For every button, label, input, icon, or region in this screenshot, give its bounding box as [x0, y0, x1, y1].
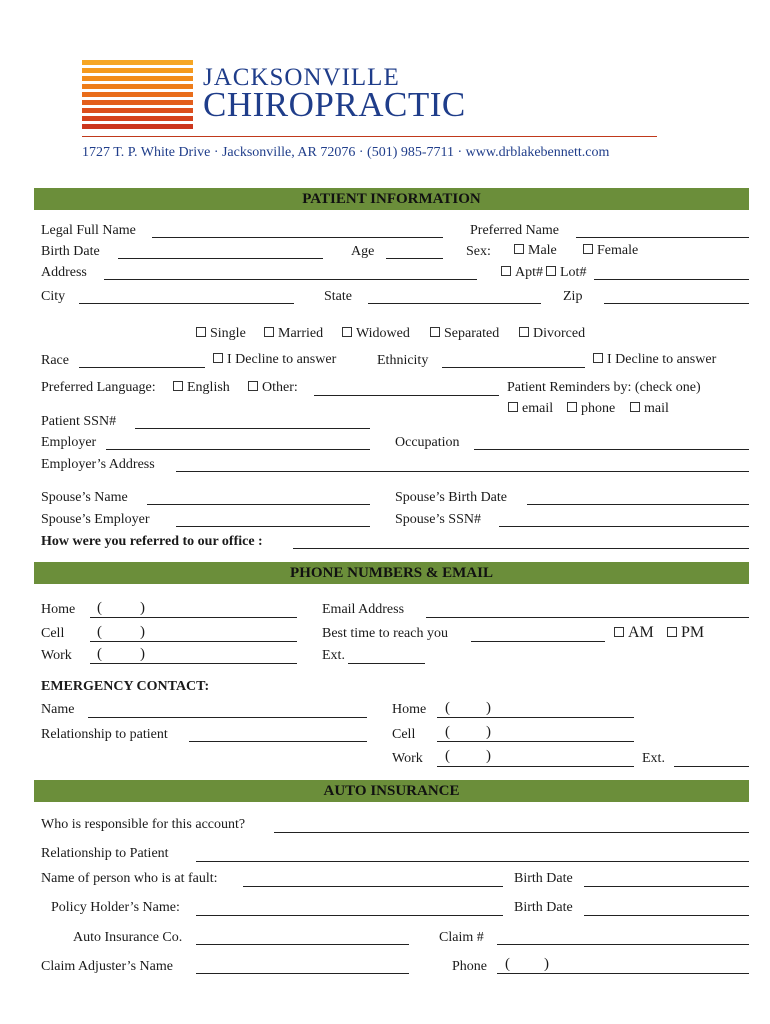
adjuster-label: Claim Adjuster’s Name: [41, 959, 173, 974]
separated-checkbox[interactable]: [430, 327, 440, 337]
reminder-mail-label: mail: [644, 401, 669, 416]
other-language-checkbox[interactable]: [248, 381, 258, 391]
work-phone-label: Work: [41, 648, 72, 663]
home-phone-field[interactable]: [90, 617, 297, 618]
at-fault-birth-label: Birth Date: [514, 871, 573, 886]
other-language-option[interactable]: [248, 380, 298, 396]
widowed-checkbox[interactable]: [342, 327, 352, 337]
at-fault-birth-field[interactable]: [584, 886, 749, 887]
employer-address-label: Employer’s Address: [41, 457, 155, 472]
occupation-field[interactable]: [474, 449, 749, 450]
policy-birth-label: Birth Date: [514, 900, 573, 915]
sex-label: Sex:: [466, 244, 491, 259]
preferred-name-label: Preferred Name: [470, 223, 560, 238]
married-label: Married: [278, 326, 324, 341]
lot-label: Lot#: [560, 265, 587, 280]
apt-lot-field[interactable]: [594, 279, 749, 280]
auto-relationship-field[interactable]: [196, 861, 749, 862]
insurance-co-field[interactable]: [196, 944, 409, 945]
marital-single[interactable]: [196, 326, 246, 342]
am-checkbox[interactable]: [614, 627, 624, 637]
spouse-birth-field[interactable]: [527, 504, 749, 505]
english-checkbox[interactable]: [173, 381, 183, 391]
state-label: State: [324, 289, 352, 304]
separated-label: Separated: [444, 326, 500, 341]
emergency-relationship-field[interactable]: [189, 741, 367, 742]
ethnicity-decline-checkbox[interactable]: [593, 353, 603, 363]
cell-paren-open: (: [97, 624, 102, 640]
zip-field[interactable]: [604, 303, 749, 304]
reminders-label: Patient Reminders by: (check one): [507, 380, 701, 395]
email-label: Email Address: [322, 602, 405, 617]
logo-stripes: [82, 60, 193, 132]
emergency-home-paren-open: (: [445, 700, 450, 716]
adjuster-field[interactable]: [196, 973, 409, 974]
english-label: English: [187, 380, 230, 395]
responsible-field[interactable]: [274, 832, 749, 833]
section-phone-email: PHONE NUMBERS & EMAIL: [34, 562, 749, 584]
cell-phone-field[interactable]: [90, 641, 297, 642]
ssn-label: Patient SSN#: [41, 414, 117, 429]
reminder-phone-option[interactable]: [567, 401, 615, 417]
pm-checkbox[interactable]: [667, 627, 677, 637]
section-auto-insurance: AUTO INSURANCE: [34, 780, 749, 802]
emergency-cell-label: Cell: [392, 727, 416, 742]
emergency-cell-paren-open: (: [445, 724, 450, 740]
employer-label: Employer: [41, 435, 97, 450]
ext-field[interactable]: [348, 663, 425, 664]
emergency-work-paren-open: (: [445, 748, 450, 764]
divorced-checkbox[interactable]: [519, 327, 529, 337]
divorced-label: Divorced: [533, 326, 586, 341]
other-language-field[interactable]: [314, 395, 499, 396]
ethnicity-decline-option[interactable]: [593, 352, 716, 368]
preferred-name-field[interactable]: [576, 237, 749, 238]
address-field[interactable]: [104, 279, 477, 280]
spouse-ssn-label: Spouse’s SSN#: [395, 512, 481, 527]
address-label: Address: [41, 265, 87, 280]
spouse-name-field[interactable]: [147, 504, 370, 505]
married-checkbox[interactable]: [264, 327, 274, 337]
auto-relationship-label: Relationship to Patient: [41, 846, 169, 861]
marital-separated[interactable]: [430, 326, 499, 342]
race-decline-option[interactable]: [213, 352, 336, 368]
best-time-label: Best time to reach you: [322, 626, 448, 641]
age-label: Age: [351, 244, 375, 259]
widowed-label: Widowed: [356, 326, 410, 341]
at-fault-field[interactable]: [243, 886, 503, 887]
emergency-work-label: Work: [392, 751, 423, 766]
female-label: Female: [597, 243, 639, 258]
logo-line-2: CHIROPRACTIC: [203, 85, 466, 124]
at-fault-label: Name of person who is at fault:: [41, 871, 218, 886]
emergency-home-field[interactable]: [437, 717, 634, 718]
reminder-phone-checkbox[interactable]: [567, 402, 577, 412]
adjuster-phone-field[interactable]: [497, 973, 749, 974]
referred-label: How were you referred to our office :: [41, 534, 263, 549]
emergency-home-label: Home: [392, 702, 427, 717]
race-field[interactable]: [79, 367, 205, 368]
male-option[interactable]: [514, 243, 557, 259]
race-decline-checkbox[interactable]: [213, 353, 223, 363]
am-label: AM: [628, 624, 654, 641]
am-option[interactable]: [614, 624, 654, 642]
home-paren-open: (: [97, 600, 102, 616]
single-label: Single: [210, 326, 246, 341]
claim-label: Claim #: [439, 930, 484, 945]
race-label: Race: [41, 353, 69, 368]
cell-paren-close: ): [140, 624, 145, 640]
ethnicity-decline-label: I Decline to answer: [607, 352, 717, 367]
address-line: 1727 T. P. White Drive · Jacksonville, AR 72076 · (501) 985-7711 · www.drblakebennett.com: [82, 145, 610, 160]
work-phone-field[interactable]: [90, 663, 297, 664]
emergency-name-field[interactable]: [88, 717, 367, 718]
emergency-name-label: Name: [41, 702, 75, 717]
referred-field[interactable]: [293, 548, 749, 549]
employer-field[interactable]: [106, 449, 370, 450]
claim-field[interactable]: [497, 944, 749, 945]
section-patient-information: PATIENT INFORMATION: [34, 188, 749, 210]
ethnicity-field[interactable]: [442, 367, 585, 368]
state-field[interactable]: [368, 303, 541, 304]
pm-label: PM: [681, 624, 705, 641]
apt-checkbox[interactable]: [501, 266, 511, 276]
emergency-cell-field[interactable]: [437, 741, 634, 742]
reminder-mail-option[interactable]: [630, 401, 669, 417]
reminder-email-label: email: [522, 401, 554, 416]
marital-married[interactable]: [264, 326, 323, 342]
spouse-employer-label: Spouse’s Employer: [41, 512, 150, 527]
spouse-birth-label: Spouse’s Birth Date: [395, 490, 507, 505]
spouse-ssn-field[interactable]: [499, 526, 749, 527]
adjuster-phone-label: Phone: [452, 959, 487, 974]
ext-label: Ext.: [322, 648, 345, 663]
female-checkbox[interactable]: [583, 244, 593, 254]
reminder-email-option[interactable]: [508, 401, 553, 417]
cell-phone-label: Cell: [41, 626, 65, 641]
english-option[interactable]: [173, 380, 230, 396]
ethnicity-label: Ethnicity: [377, 353, 429, 368]
birth-date-label: Birth Date: [41, 244, 100, 259]
male-label: Male: [528, 243, 557, 258]
pm-option[interactable]: [667, 624, 704, 642]
reminder-phone-label: phone: [581, 401, 616, 416]
emergency-ext-label: Ext.: [642, 751, 665, 766]
zip-label: Zip: [563, 289, 583, 304]
emergency-work-paren-close: ): [486, 748, 491, 764]
policy-holder-field[interactable]: [196, 915, 503, 916]
spouse-employer-field[interactable]: [176, 526, 370, 527]
marital-divorced[interactable]: [519, 326, 585, 342]
responsible-label: Who is responsible for this account?: [41, 817, 246, 832]
apt-label: Apt#: [515, 265, 543, 280]
work-paren-close: ): [140, 646, 145, 662]
single-checkbox[interactable]: [196, 327, 206, 337]
marital-widowed[interactable]: [342, 326, 410, 342]
ssn-field[interactable]: [135, 428, 370, 429]
logo-line-1: JACKSONVILLE: [203, 64, 400, 91]
spouse-name-label: Spouse’s Name: [41, 490, 128, 505]
emergency-cell-paren-close: ): [486, 724, 491, 740]
email-field[interactable]: [426, 617, 749, 618]
policy-birth-field[interactable]: [584, 915, 749, 916]
best-time-field[interactable]: [471, 641, 605, 642]
preferred-language-label: Preferred Language:: [41, 380, 156, 395]
lot-option[interactable]: [546, 265, 586, 281]
emergency-ext-field[interactable]: [674, 766, 749, 767]
city-field[interactable]: [79, 303, 294, 304]
work-paren-open: (: [97, 646, 102, 662]
insurance-co-label: Auto Insurance Co.: [73, 930, 183, 945]
race-decline-label: I Decline to answer: [227, 352, 337, 367]
home-phone-label: Home: [41, 602, 76, 617]
other-language-label: Other:: [262, 380, 298, 395]
home-paren-close: ): [140, 600, 145, 616]
header-rule: [82, 136, 657, 137]
employer-address-field[interactable]: [176, 471, 749, 472]
reminder-email-checkbox[interactable]: [508, 402, 518, 412]
apt-option[interactable]: [501, 265, 543, 281]
occupation-label: Occupation: [395, 435, 460, 450]
legal-name-label: Legal Full Name: [41, 223, 136, 238]
adjuster-paren-open: (: [505, 956, 510, 972]
male-checkbox[interactable]: [514, 244, 524, 254]
legal-name-field[interactable]: [152, 237, 443, 238]
emergency-home-paren-close: ): [486, 700, 491, 716]
female-option[interactable]: [583, 243, 638, 259]
emergency-work-field[interactable]: [437, 766, 634, 767]
age-field[interactable]: [386, 258, 443, 259]
city-label: City: [41, 289, 66, 304]
adjuster-paren-close: ): [544, 956, 549, 972]
reminder-mail-checkbox[interactable]: [630, 402, 640, 412]
lot-checkbox[interactable]: [546, 266, 556, 276]
birth-date-field[interactable]: [118, 258, 323, 259]
emergency-relationship-label: Relationship to patient: [41, 727, 168, 742]
policy-holder-label: Policy Holder’s Name:: [51, 900, 180, 915]
emergency-contact-title: EMERGENCY CONTACT:: [41, 679, 210, 694]
